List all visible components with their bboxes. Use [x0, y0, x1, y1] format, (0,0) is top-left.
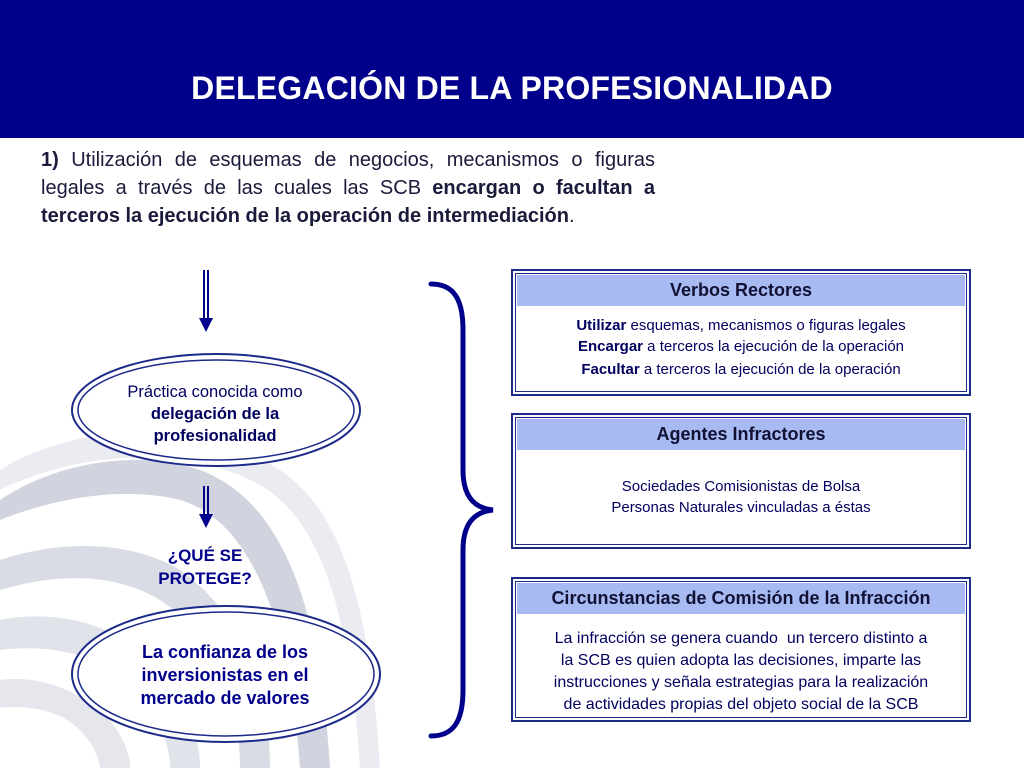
trust-line-2: inversionistas en el: [141, 665, 309, 685]
intro-text: Utilización de esquemas de negocios, mecanismos o figuras legales a través de las cuales las SCB: [41, 149, 655, 199]
verbs-box: [511, 269, 971, 396]
circumstances-box-body: [517, 628, 965, 716]
verbs-box-title: Verbos Rectores: [517, 275, 965, 306]
agents-box-title: Agentes Infractores: [517, 419, 965, 450]
agent-line: Personas Naturales vinculadas a éstas: [611, 499, 871, 516]
header-bar: [0, 0, 1024, 138]
protect-line-1: ¿QUÉ SE: [167, 546, 243, 565]
practice-text: [95, 381, 335, 447]
circumstances-box-title: Circunstancias de Comisión de la Infracción: [517, 583, 965, 614]
agents-box: [511, 413, 971, 549]
practice-line-2: delegación de la: [150, 405, 280, 423]
circumstance-line: la SCB es quien adopta las decisiones, imparte las: [560, 652, 922, 669]
protect-question: [130, 544, 280, 590]
trust-line-3: mercado de valores: [140, 688, 310, 708]
right-brace-icon: [425, 280, 500, 742]
agent-line: Sociedades Comisionistas de Bolsa: [621, 478, 861, 495]
trust-line-1: La confianza de los: [141, 642, 309, 662]
verb-item-encargar: Encargar a terceros la ejecución de la operación: [577, 338, 905, 355]
down-arrow-icon: [196, 486, 216, 530]
intro-paragraph: [41, 146, 655, 230]
circumstance-line: La infracción se genera cuando un tercero distinto a: [554, 630, 928, 647]
circumstance-line: de actividades propias del objeto social de la SCB: [563, 696, 919, 713]
trust-text: [115, 641, 335, 710]
protect-line-2: PROTEGE?: [158, 569, 252, 588]
page-title: DELEGACIÓN DE LA PROFESIONALIDAD: [191, 70, 833, 106]
verb-item-facultar: Facultar a terceros la ejecución de la operación: [581, 361, 901, 378]
practice-line-1: Práctica conocida como: [127, 383, 303, 401]
circumstance-line: instrucciones y señala estrategias para la realización: [553, 674, 929, 691]
intro-end: .: [568, 205, 575, 227]
verbs-box-body: [517, 315, 965, 380]
verb-item-utilizar: Utilizar esquemas, mecanismos o figuras legales: [576, 317, 906, 334]
intro-bold-text: encargan o facultan a terceros la ejecución de la operación de intermediación: [41, 177, 655, 227]
agents-box-body: [517, 476, 965, 518]
down-arrow-icon: [196, 270, 216, 334]
circumstances-box: [511, 577, 971, 722]
practice-line-3: profesionalidad: [153, 427, 277, 445]
intro-number: 1): [41, 149, 59, 171]
